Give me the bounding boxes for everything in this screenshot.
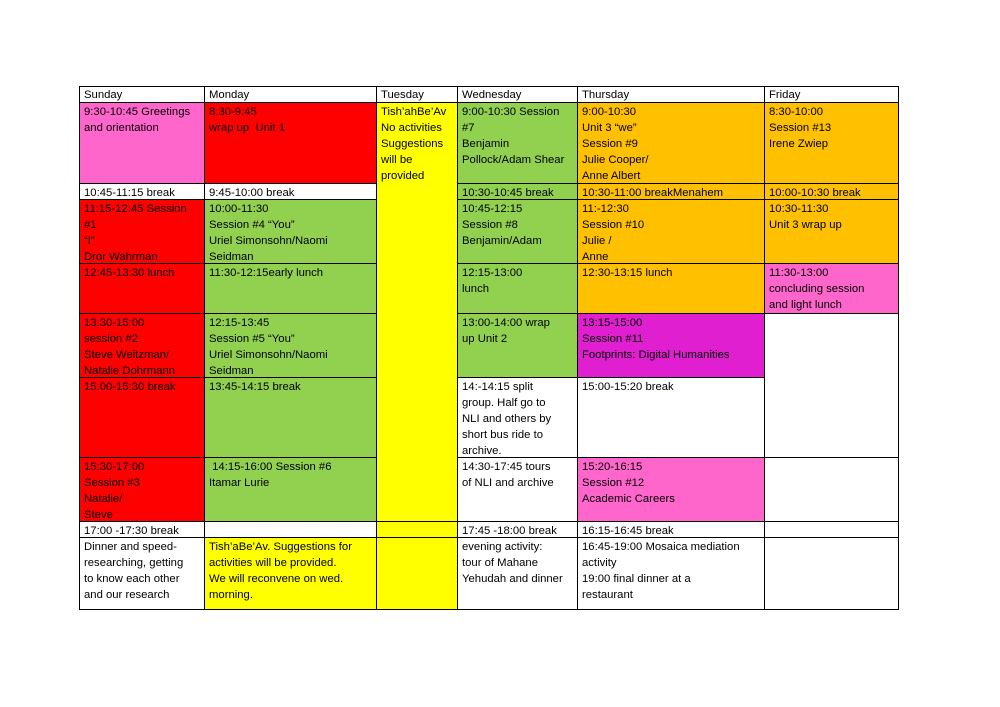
cell-text-line: researching, getting xyxy=(84,557,184,569)
schedule-cell-mon-2 xyxy=(204,183,377,200)
cell-text-line: will be xyxy=(381,154,413,166)
cell-text-line: wrap up Unit 1 xyxy=(209,122,285,134)
cell-text-line: Tish’aBe’Av. Suggestions for xyxy=(209,541,352,553)
cell-text-line: Itamar Lurie xyxy=(209,477,270,489)
schedule-cell-thu-1 xyxy=(577,102,765,184)
cell-text-line: 17:00 -17:30 break xyxy=(84,525,179,537)
schedule-cell-sun-6 xyxy=(79,377,205,458)
cell-text-line: Session #13 xyxy=(769,122,832,134)
cell-text-line: 10:30-11:00 breakMenahem xyxy=(582,187,724,199)
schedule-cell-thu-5 xyxy=(577,313,765,378)
cell-text-line: 19:00 final dinner at a xyxy=(582,573,691,585)
schedule-cell-wed-2 xyxy=(457,183,578,200)
schedule-cell-mon-5 xyxy=(204,313,377,378)
cell-text-line: 9:00-10:30 Session xyxy=(462,106,560,118)
cell-text-line: Irene Zwiep xyxy=(769,138,829,150)
cell-text-line: Session #10 xyxy=(582,219,645,231)
cell-text-line: 15:20-16:15 xyxy=(582,461,643,473)
cell-text-line: 10:30-11:30 xyxy=(769,203,829,215)
schedule-cell-fri-8 xyxy=(764,537,899,610)
schedule-cell-sun-1 xyxy=(79,102,205,184)
schedule-cell-tue-3 xyxy=(376,537,458,610)
schedule-cell-fri-4 xyxy=(764,263,899,314)
cell-text-line: Yehudah and dinner xyxy=(462,573,563,585)
cell-text-line: activity xyxy=(582,557,617,569)
day-header-tuesday: Tuesday xyxy=(376,86,458,103)
cell-text-line: Session #8 xyxy=(462,219,518,231)
cell-text-line: 11:30-13:00 xyxy=(769,267,829,279)
cell-text-line: 12:45-13:30 lunch xyxy=(84,267,175,279)
cell-text-line: 11:15-12:45 Session xyxy=(84,203,187,215)
day-header-friday: Friday xyxy=(764,86,899,103)
schedule-cell-wed-8 xyxy=(457,521,578,538)
cell-text-line: Uriel Simonsohn/Naomi xyxy=(209,349,328,361)
cell-text-line: Julie Cooper/ xyxy=(582,154,649,166)
schedule-cell-fri-6 xyxy=(764,457,899,522)
cell-text-line: Tish’ahBe’Av xyxy=(381,106,447,118)
cell-text-line: Session #5 “You” xyxy=(209,333,295,345)
schedule-cell-thu-4 xyxy=(577,263,765,314)
cell-text-line: 14:15-16:00 Session #6 xyxy=(209,461,332,473)
cell-text-line: 15:00-15:20 break xyxy=(582,381,674,393)
cell-text-line: group. Half go to xyxy=(462,397,546,409)
cell-text-line: concluding session xyxy=(769,283,865,295)
cell-text-line: Session #11 xyxy=(582,333,644,345)
cell-text-line: Unit 3 “we” xyxy=(582,122,637,134)
cell-text-line: 13:30-15:00 xyxy=(84,317,145,329)
cell-text-line: Session #9 xyxy=(582,138,638,150)
schedule-cell-mon-7 xyxy=(204,457,377,522)
schedule-table xyxy=(79,86,898,609)
schedule-cell-mon-6 xyxy=(204,377,377,458)
cell-text-line: 16:15-16:45 break xyxy=(582,525,674,537)
cell-text-line: tour of Mahane xyxy=(462,557,538,569)
schedule-cell-fri-5 xyxy=(764,313,899,458)
schedule-cell-fri-1 xyxy=(764,102,899,184)
cell-text-line: 12:15-13:45 xyxy=(209,317,270,329)
cell-text-line: Unit 3 wrap up xyxy=(769,219,842,231)
schedule-cell-sun-4 xyxy=(79,263,205,314)
cell-text-line: evening activity: xyxy=(462,541,543,553)
schedule-cell-mon-3 xyxy=(204,199,377,264)
cell-text-line: Natalie/ xyxy=(84,493,123,505)
cell-text-line: provided xyxy=(381,170,425,182)
cell-text-line: Dror Wahrman xyxy=(84,251,158,263)
cell-text-line: to know each other xyxy=(84,573,180,585)
schedule-cell-sun-7 xyxy=(79,457,205,522)
schedule-cell-fri-3 xyxy=(764,199,899,264)
schedule-cell-wed-7 xyxy=(457,457,578,522)
cell-text-line: Seidman xyxy=(209,365,254,377)
day-header-wednesday: Wednesday xyxy=(457,86,578,103)
schedule-cell-thu-8 xyxy=(577,521,765,538)
schedule-cell-sun-8 xyxy=(79,521,205,538)
schedule-cell-thu-9 xyxy=(577,537,765,610)
cell-text-line: 14:30-17:45 tours xyxy=(462,461,551,473)
cell-text-line: 15:00-15:30 break xyxy=(84,381,176,393)
schedule-cell-fri-7 xyxy=(764,521,899,538)
schedule-cell-thu-2 xyxy=(577,183,765,200)
cell-text-line: Suggestions xyxy=(381,138,444,150)
cell-text-line: #1 xyxy=(84,219,97,231)
cell-text-line: 13:15-15:00 xyxy=(582,317,643,329)
cell-text-line: 11:30-12:15early lunch xyxy=(209,267,324,279)
schedule-cell-wed-3 xyxy=(457,199,578,264)
cell-text-line: morning. xyxy=(209,589,253,601)
schedule-cell-sun-2 xyxy=(79,183,205,200)
cell-text-line: 12:30-13:15 lunch xyxy=(582,267,673,279)
cell-text-line: Footprints: Digital Humanities xyxy=(582,349,730,361)
schedule-cell-tue-2 xyxy=(376,521,458,538)
schedule-cell-thu-6 xyxy=(577,377,765,458)
day-header-sunday: Sunday xyxy=(79,86,205,103)
cell-text-line: Session #12 xyxy=(582,477,645,489)
cell-text-line: Session #4 “You” xyxy=(209,219,295,231)
cell-text-line: 10:00-10:30 break xyxy=(769,187,861,199)
cell-text-line: session #2 xyxy=(84,333,139,345)
schedule-cell-mon-8 xyxy=(204,521,377,538)
cell-text-line: 13:00-14:00 wrap xyxy=(462,317,550,329)
cell-text-line: Benjamin xyxy=(462,138,510,150)
schedule-cell-fri-2 xyxy=(764,183,899,200)
schedule-cell-wed-4 xyxy=(457,263,578,314)
cell-text-line: archive. xyxy=(462,445,502,457)
schedule-cell-sun-3 xyxy=(79,199,205,264)
cell-text-line: NLI and others by xyxy=(462,413,552,425)
cell-text-line: We will reconvene on wed. xyxy=(209,573,344,585)
cell-text-line: Julie / xyxy=(582,235,612,247)
cell-text-line: 16:45-19:00 Mosaica mediation xyxy=(582,541,740,553)
cell-text-line: Session #3 xyxy=(84,477,140,489)
cell-text-line: 12:15-13:00 xyxy=(462,267,523,279)
cell-text-line: Anne xyxy=(582,251,609,263)
cell-text-line: of NLI and archive xyxy=(462,477,554,489)
cell-text-line: 10:45-11:15 break xyxy=(84,187,175,199)
cell-text-line: Steve Weitzman/ xyxy=(84,349,170,361)
cell-text-line: activities will be provided. xyxy=(209,557,337,569)
cell-text-line: 9:00-10:30 xyxy=(582,106,637,118)
cell-text-line: Benjamin/Adam xyxy=(462,235,542,247)
schedule-cell-sun-5 xyxy=(79,313,205,378)
cell-text-line: Uriel Simonsohn/Naomi xyxy=(209,235,328,247)
cell-text-line: 15:30-17:00 xyxy=(84,461,145,473)
schedule-cell-tue-1 xyxy=(376,102,458,522)
day-header-thursday: Thursday xyxy=(577,86,765,103)
cell-text-line: restaurant xyxy=(582,589,633,601)
cell-text-line: Pollock/Adam Shear xyxy=(462,154,565,166)
cell-text-line: Dinner and speed- xyxy=(84,541,177,553)
cell-text-line: 17:45 -18:00 break xyxy=(462,525,557,537)
cell-text-line: Natalie Dohrmann xyxy=(84,365,176,377)
cell-text-line: 14:-14:15 split xyxy=(462,381,533,393)
cell-text-line: and our research xyxy=(84,589,170,601)
cell-text-line: 8:30-9:45 xyxy=(209,106,257,118)
cell-text-line: 13:45-14:15 break xyxy=(209,381,301,393)
cell-text-line: Academic Careers xyxy=(582,493,675,505)
cell-text-line: 9:45-10:00 break xyxy=(209,187,295,199)
cell-text-line: 10:45-12:15 xyxy=(462,203,523,215)
schedule-cell-mon-9 xyxy=(204,537,377,610)
cell-text-line: and orientation xyxy=(84,122,159,134)
cell-text-line: 10:30-10:45 break xyxy=(462,187,554,199)
cell-text-line: Anne Albert xyxy=(582,170,641,182)
cell-text-line: Seidman xyxy=(209,251,254,263)
cell-text-line: short bus ride to xyxy=(462,429,544,441)
schedule-cell-thu-7 xyxy=(577,457,765,522)
schedule-cell-thu-3 xyxy=(577,199,765,264)
schedule-cell-wed-6 xyxy=(457,377,578,458)
cell-text-line: 10:00-11:30 xyxy=(209,203,269,215)
schedule-cell-mon-1 xyxy=(204,102,377,184)
schedule-cell-wed-5 xyxy=(457,313,578,378)
cell-text-line: up Unit 2 xyxy=(462,333,508,345)
cell-text-line: and light lunch xyxy=(769,299,842,311)
cell-text-line: 8:30-10:00 xyxy=(769,106,824,118)
cell-text-line: No activities xyxy=(381,122,442,134)
cell-text-line: 11:-12:30 xyxy=(582,203,629,215)
cell-text-line: lunch xyxy=(462,283,490,295)
cell-text-line: #7 xyxy=(462,122,475,134)
schedule-cell-wed-9 xyxy=(457,537,578,610)
schedule-cell-wed-1 xyxy=(457,102,578,184)
cell-text-line: 9:30-10:45 Greetings xyxy=(84,106,191,118)
cell-text-line: “I” xyxy=(84,235,95,247)
cell-text-line: Steve xyxy=(84,509,113,521)
schedule-cell-mon-4 xyxy=(204,263,377,314)
day-header-monday: Monday xyxy=(204,86,377,103)
schedule-cell-sun-9 xyxy=(79,537,205,610)
